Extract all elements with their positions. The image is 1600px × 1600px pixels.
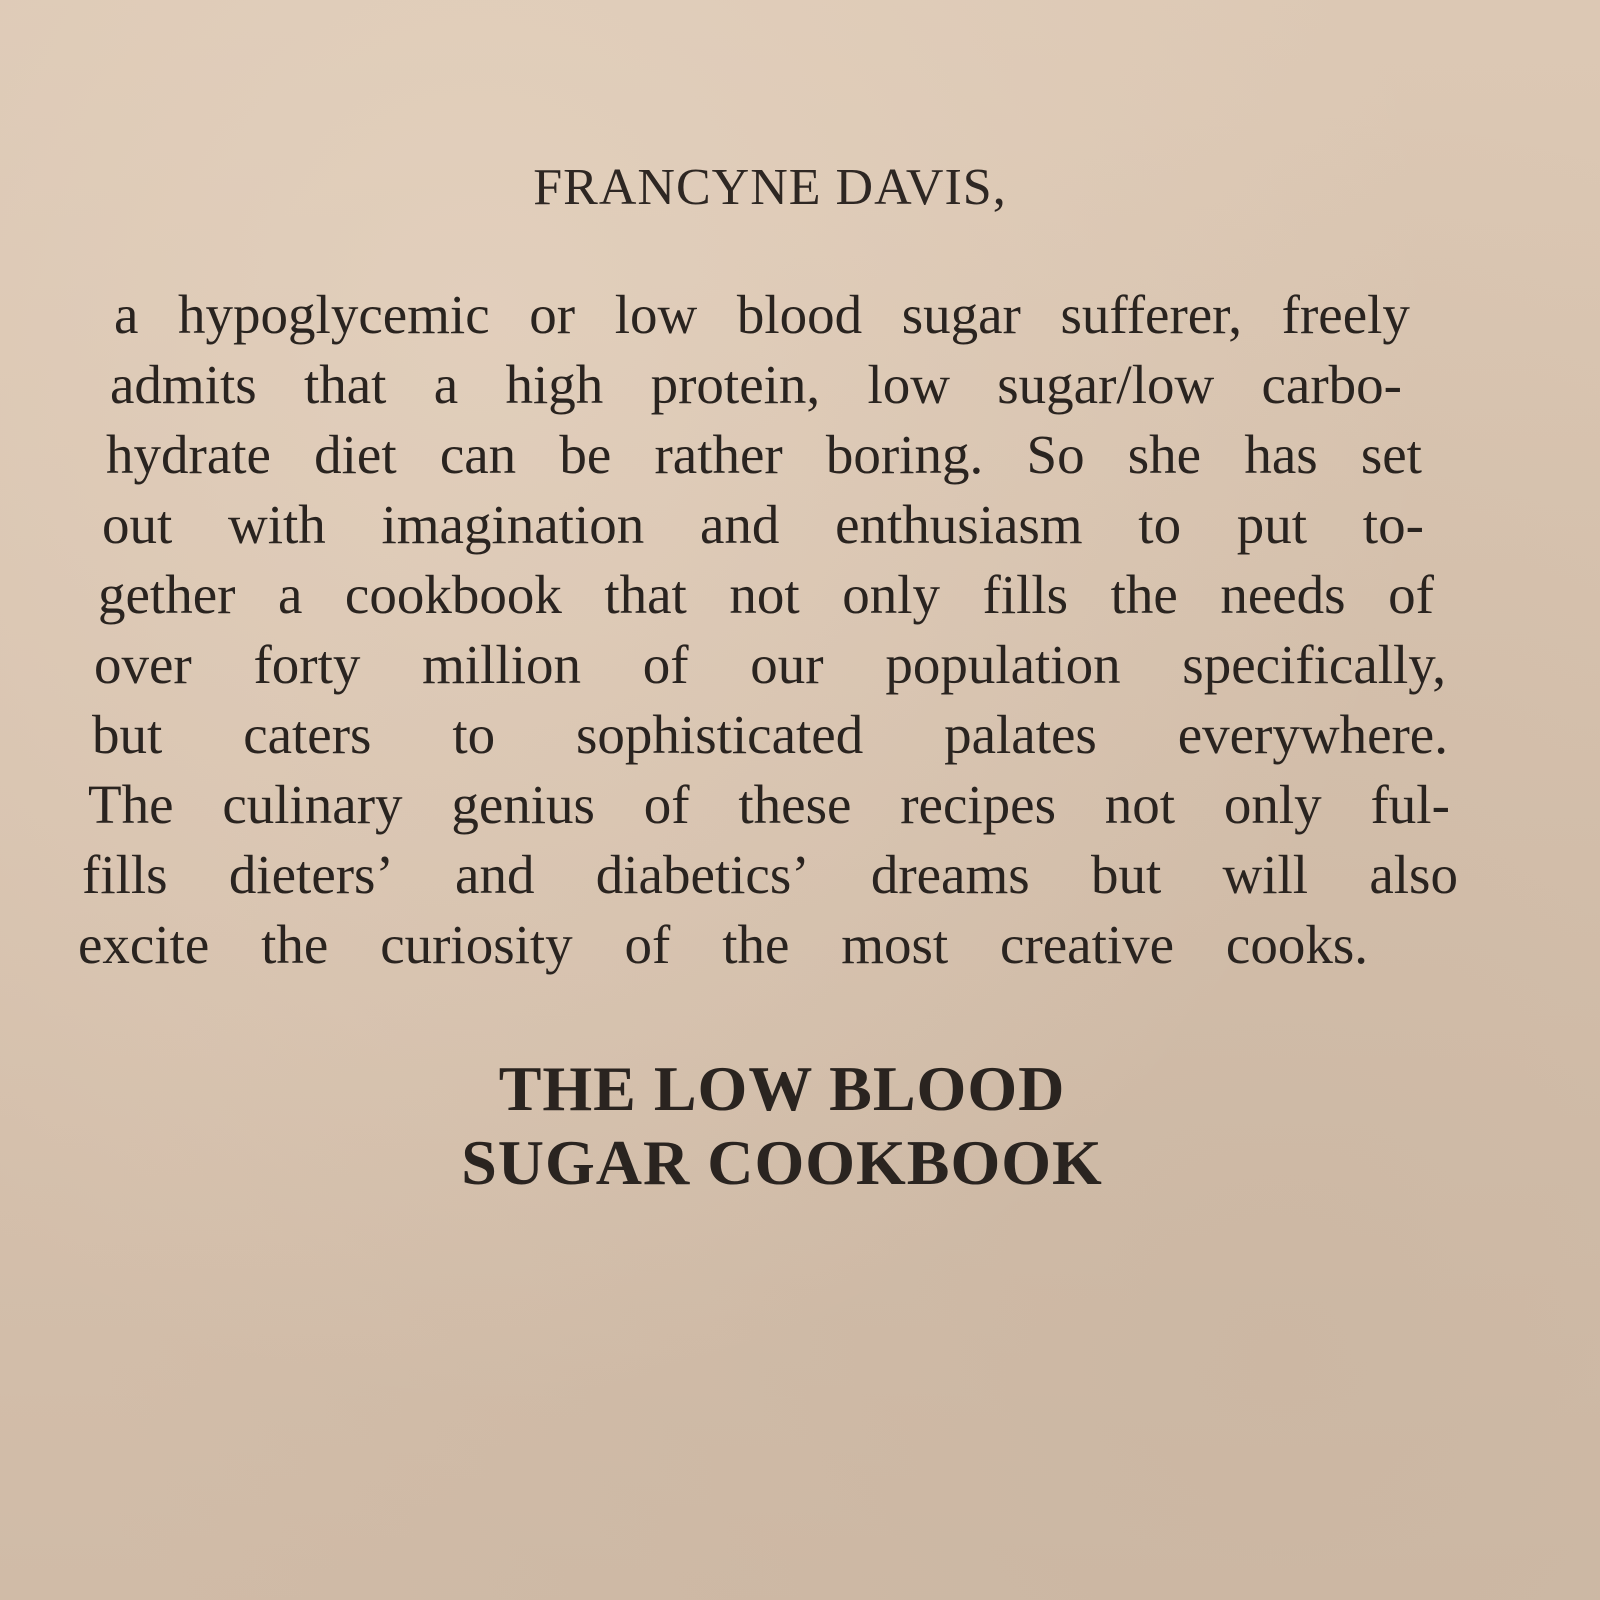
- paragraph-word: creative: [1000, 914, 1175, 975]
- paragraph-word: sugar/low: [997, 354, 1215, 415]
- paragraph-word: rather: [654, 424, 783, 485]
- paragraph-word: palates: [944, 704, 1097, 765]
- paragraph-word: not: [1104, 774, 1176, 835]
- paragraph-word: curiosity: [380, 914, 573, 975]
- paragraph-word: not: [729, 564, 800, 625]
- paragraph-word: a: [433, 354, 459, 415]
- paragraph-word: our: [750, 634, 824, 695]
- paragraph-word: hypoglycemic: [178, 284, 490, 345]
- paragraph-word: low: [614, 284, 698, 345]
- paragraph-word: to: [452, 704, 496, 765]
- paragraph-word: be: [559, 424, 612, 485]
- book-title-line-1: THE LOW BLOOD: [498, 1053, 1066, 1124]
- paragraph-word: cookbook: [344, 564, 562, 625]
- paragraph-word: most: [841, 914, 949, 975]
- paragraph-word: caters: [243, 704, 372, 765]
- paragraph-word: recipes: [900, 774, 1056, 835]
- paragraph-line: [114, 280, 1410, 350]
- paragraph-word: the: [722, 914, 790, 975]
- paragraph-word: low: [867, 354, 950, 415]
- paragraph-word: also: [1369, 844, 1458, 905]
- paragraph-word: blood: [736, 284, 863, 345]
- paragraph-word: specifically,: [1182, 634, 1446, 695]
- paragraph-word: high: [505, 354, 604, 415]
- paragraph-word: a: [277, 564, 303, 625]
- paragraph-word: a: [114, 284, 139, 345]
- paragraph-word: cooks.: [1225, 914, 1368, 975]
- paragraph-word: diabetics’: [595, 844, 810, 905]
- paragraph-line: [78, 910, 1368, 980]
- paragraph-word: ful-: [1370, 774, 1450, 835]
- paragraph-word: dieters’: [228, 844, 394, 905]
- paragraph-line: [98, 560, 1434, 630]
- paragraph-word: to: [1138, 494, 1182, 555]
- paragraph-word: can: [439, 424, 517, 485]
- paragraph-word: forty: [253, 634, 361, 695]
- paragraph-word: million: [422, 634, 581, 695]
- paragraph-word: fills: [82, 844, 168, 905]
- paragraph-word: but: [1090, 844, 1162, 905]
- paragraph-word: to-: [1362, 494, 1424, 555]
- paragraph-word: carbo-: [1261, 354, 1402, 415]
- paragraph-word: that: [303, 354, 387, 415]
- paragraph-word: sufferer,: [1060, 284, 1243, 345]
- paragraph-word: but: [92, 704, 163, 765]
- paragraph-word: diet: [314, 424, 397, 485]
- paragraph-word: gether: [98, 564, 236, 625]
- paragraph-word: So: [1026, 424, 1085, 485]
- paragraph-word: set: [1360, 424, 1422, 485]
- paragraph-word: sugar: [901, 284, 1021, 345]
- paragraph-word: only: [1223, 774, 1322, 835]
- paragraph-word: of: [642, 634, 689, 695]
- paragraph-word: and: [455, 844, 535, 905]
- paragraph-word: these: [738, 774, 852, 835]
- paragraph-word: of: [643, 774, 690, 835]
- author-name: FRANCYNE DAVIS,: [533, 159, 1007, 216]
- paragraph-word: the: [1110, 564, 1178, 625]
- paragraph-word: genius: [451, 774, 595, 835]
- paragraph-word: sophisticated: [576, 704, 864, 765]
- paragraph-word: fills: [982, 564, 1069, 625]
- paragraph-word: has: [1244, 424, 1318, 485]
- paragraph-line: [92, 700, 1448, 770]
- book-title: [0, 1052, 1582, 1200]
- paragraph-line: [102, 490, 1424, 560]
- paragraph-word: hydrate: [106, 424, 271, 485]
- paragraph-word: that: [604, 564, 687, 625]
- paragraph-word: of: [624, 914, 671, 975]
- paragraph-word: the: [261, 914, 329, 975]
- paragraph-word: freely: [1281, 284, 1410, 345]
- paragraph-word: culinary: [222, 774, 403, 835]
- paragraph-word: needs: [1220, 564, 1346, 625]
- paragraph-word: of: [1388, 564, 1434, 625]
- paragraph-word: will: [1222, 844, 1309, 905]
- paragraph-word: put: [1236, 494, 1308, 555]
- paragraph-word: over: [94, 634, 192, 695]
- paragraph-line: [82, 840, 1458, 910]
- paragraph-word: she: [1127, 424, 1202, 485]
- paragraph-word: dreams: [870, 844, 1030, 905]
- paragraph-line: [88, 770, 1450, 840]
- paragraph-word: and: [699, 494, 780, 555]
- paragraph-word: population: [885, 634, 1121, 695]
- paragraph-word: The: [88, 774, 174, 835]
- book-title-line-2: SUGAR COOKBOOK: [461, 1127, 1103, 1198]
- paragraph-word: out: [102, 494, 173, 555]
- paragraph-word: or: [529, 284, 576, 345]
- paragraph-word: everywhere.: [1177, 704, 1448, 765]
- paragraph-line: [106, 420, 1422, 490]
- paragraph-word: with: [228, 494, 326, 555]
- paragraph-word: only: [842, 564, 940, 625]
- paragraph-word: enthusiasm: [835, 494, 1083, 555]
- paragraph-line: [94, 630, 1446, 700]
- paragraph-word: admits: [110, 354, 257, 415]
- paragraph-line: [110, 350, 1402, 420]
- paragraph-word: imagination: [381, 494, 645, 555]
- paragraph-word: excite: [78, 914, 210, 975]
- paragraph-word: boring.: [825, 424, 984, 485]
- paragraph-word: protein,: [650, 354, 821, 415]
